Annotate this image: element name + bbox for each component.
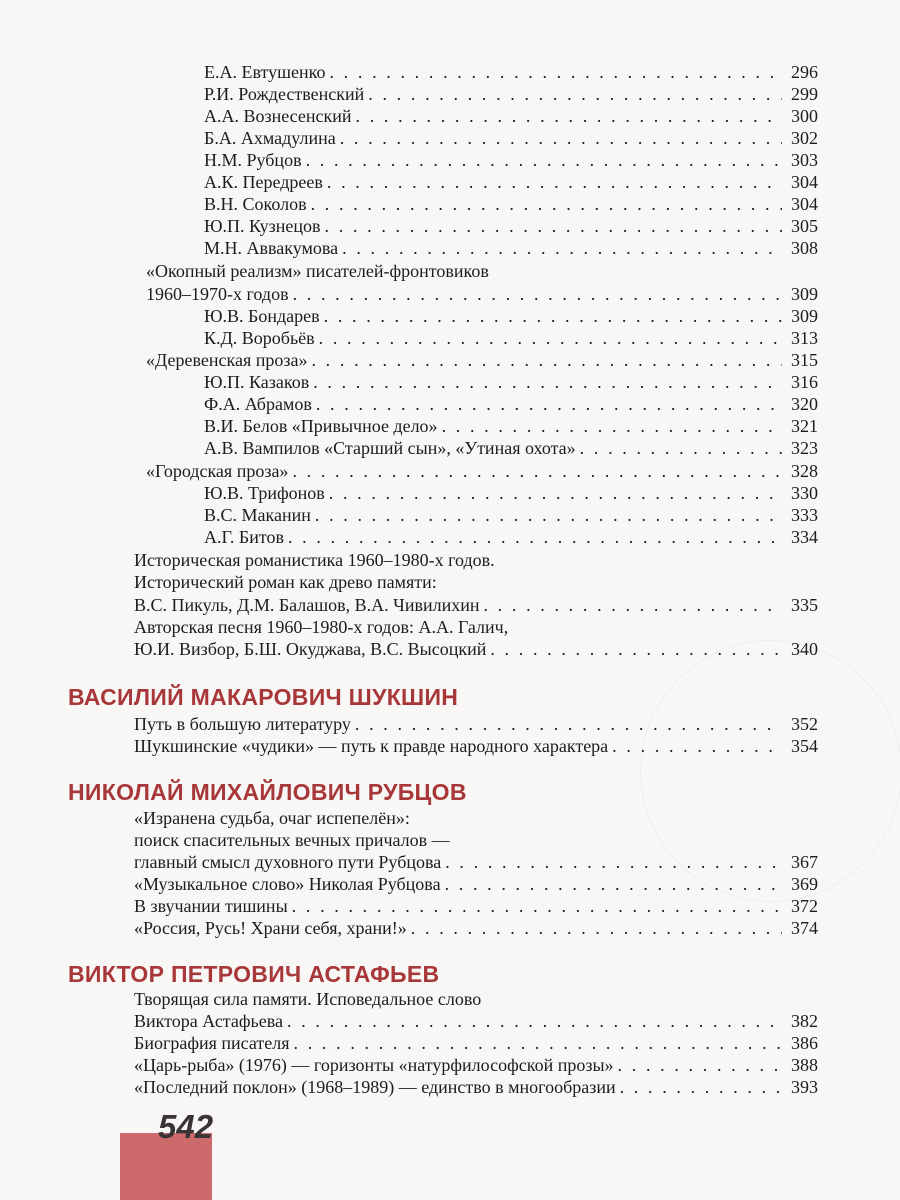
toc-entry-title: 1960–1970-х годов: [146, 284, 289, 304]
toc-entry[interactable]: [204, 328, 818, 349]
toc-entry-title: Ю.В. Бондарев: [204, 306, 320, 326]
toc-entry-title: А.Г. Битов: [204, 527, 284, 547]
dot-leader: [292, 896, 782, 917]
toc-entry-title: Ф.А. Абрамов: [204, 394, 312, 414]
toc-entry[interactable]: [204, 505, 818, 526]
dot-leader: [324, 306, 782, 327]
dot-leader: [327, 172, 782, 193]
toc-entry[interactable]: [134, 1011, 818, 1032]
dot-leader: [292, 461, 782, 482]
toc-entry-title: В.С. Маканин: [204, 505, 311, 525]
toc-page-number: 302: [791, 128, 818, 148]
dot-leader: [490, 639, 782, 660]
dot-leader: [356, 106, 782, 127]
toc-entry-title: главный смысл духовного пути Рубцова: [134, 852, 442, 872]
dot-leader: [355, 714, 782, 735]
toc-entry-title: «Россия, Русь! Храни себя, храни!»: [134, 918, 407, 938]
toc-page-number: 382: [791, 1011, 818, 1031]
toc-entry-line: «Изранена судьба, очаг испепелён»:: [134, 808, 410, 828]
toc-entry[interactable]: [134, 736, 818, 757]
toc-entry[interactable]: [134, 918, 818, 939]
toc-entry[interactable]: [204, 438, 818, 459]
section-heading-rubtsov[interactable]: НИКОЛАЙ МИХАЙЛОВИЧ РУБЦОВ: [68, 779, 467, 805]
toc-entry[interactable]: [204, 306, 818, 327]
section-heading-astafiev[interactable]: ВИКТОР ПЕТРОВИЧ АСТАФЬЕВ: [68, 961, 440, 987]
toc-entry-title: Ю.В. Трифонов: [204, 483, 325, 503]
toc-entry-line: «Окопный реализм» писателей-фронтовиков: [146, 261, 489, 281]
dot-leader: [329, 483, 782, 504]
toc-entry[interactable]: [134, 1055, 818, 1076]
toc-entry-title: «Деревенская проза»: [146, 350, 308, 370]
toc-entry[interactable]: [204, 62, 818, 83]
toc-page-number: 367: [791, 852, 818, 872]
toc-entry[interactable]: [204, 172, 818, 193]
toc-entry-line: Авторская песня 1960–1980-х годов: А.А. Галич,: [134, 617, 509, 637]
toc-entry-title: Ю.И. Визбор, Б.Ш. Окуджава, В.С. Высоцкий: [134, 639, 487, 659]
dot-leader: [368, 84, 782, 105]
toc-page-number: 313: [791, 328, 818, 348]
dot-leader: [612, 736, 782, 757]
toc-entry[interactable]: [204, 416, 818, 437]
dot-leader: [315, 505, 782, 526]
toc-entry[interactable]: [204, 194, 818, 215]
toc-page-number: 334: [791, 527, 818, 547]
dot-leader: [316, 394, 782, 415]
section-heading-shukshin[interactable]: ВАСИЛИЙ МАКАРОВИЧ ШУКШИН: [68, 684, 459, 710]
toc-page-number: 309: [791, 284, 818, 304]
toc-entry[interactable]: [146, 461, 818, 482]
toc-entry[interactable]: [134, 639, 818, 660]
toc-page-number: 321: [791, 416, 818, 436]
toc-entry-title: Биография писателя: [134, 1033, 290, 1053]
toc-entry-title: Е.А. Евтушенко: [204, 62, 326, 82]
toc-entry[interactable]: [204, 372, 818, 393]
dot-leader: [288, 527, 782, 548]
dot-leader: [620, 1077, 782, 1098]
toc-entry-title: В.И. Белов «Привычное дело»: [204, 416, 438, 436]
toc-entry[interactable]: [204, 150, 818, 171]
toc-page-number: 323: [791, 438, 818, 458]
toc-entry-line: поиск спасительных вечных причалов —: [134, 830, 450, 850]
dot-leader: [483, 595, 782, 616]
toc-page-number: 330: [791, 483, 818, 503]
toc-entry-line: Творящая сила памяти. Исповедальное слово: [134, 989, 482, 1009]
toc-entry-title: В.С. Пикуль, Д.М. Балашов, В.А. Чивилихин: [134, 595, 480, 615]
dot-leader: [293, 284, 782, 305]
toc-page-number: 388: [791, 1055, 818, 1075]
dot-leader: [342, 238, 782, 259]
toc-page-number: 340: [791, 639, 818, 659]
dot-leader: [618, 1055, 782, 1076]
toc-entry[interactable]: [134, 852, 818, 873]
toc-entry[interactable]: [204, 106, 818, 127]
toc-entry[interactable]: [134, 896, 818, 917]
dot-leader: [311, 350, 782, 371]
toc-entry-title: Б.А. Ахмадулина: [204, 128, 336, 148]
dot-leader: [445, 874, 782, 895]
dot-leader: [325, 216, 782, 237]
dot-leader: [580, 438, 782, 459]
toc-page-number: 305: [791, 216, 818, 236]
toc-entry-title: В.Н. Соколов: [204, 194, 307, 214]
toc-entry-title: М.Н. Аввакумова: [204, 238, 339, 258]
dot-leader: [445, 852, 782, 873]
toc-entry[interactable]: [204, 483, 818, 504]
toc-page-number: 308: [791, 238, 818, 258]
toc-entry-title: «Музыкальное слово» Николая Рубцова: [134, 874, 441, 894]
toc-entry[interactable]: [134, 595, 818, 616]
toc-entry-title: «Последний поклон» (1968–1989) — единство в многообразии: [134, 1077, 616, 1097]
toc-page-number: 296: [791, 62, 818, 82]
dot-leader: [313, 372, 782, 393]
toc-entry[interactable]: [146, 284, 818, 305]
toc-entry-title: В звучании тишины: [134, 896, 288, 916]
toc-entry[interactable]: [134, 714, 818, 735]
dot-leader: [294, 1033, 782, 1054]
toc-page-number: 304: [791, 172, 818, 192]
toc-page-number: 335: [791, 595, 818, 615]
toc-entry-title: Р.И. Рождественский: [204, 84, 365, 104]
toc-page-number: 374: [791, 918, 818, 938]
dot-leader: [306, 150, 782, 171]
toc-entry-title: А.К. Передреев: [204, 172, 323, 192]
toc-page-number: 328: [791, 461, 818, 481]
toc-entry[interactable]: [134, 874, 818, 895]
page-number: 542: [158, 1108, 214, 1145]
toc-page-number: 372: [791, 896, 818, 916]
toc-entry[interactable]: [204, 394, 818, 415]
toc-entry-title: «Городская проза»: [146, 461, 289, 481]
toc-entry-title: А.В. Вампилов «Старший сын», «Утиная охота»: [204, 438, 576, 458]
toc-entry[interactable]: [146, 350, 818, 371]
toc-entry-title: Шукшинские «чудики» — путь к правде народного характера: [134, 736, 609, 756]
toc-page-number: 299: [791, 84, 818, 104]
toc-entry-title: «Царь-рыба» (1976) — горизонты «натурфилософской прозы»: [134, 1055, 614, 1075]
toc-page-number: 315: [791, 350, 818, 370]
toc-page-number: 352: [791, 714, 818, 734]
toc-page-number: 320: [791, 394, 818, 414]
dot-leader: [311, 194, 782, 215]
toc-entry-line: Исторический роман как древо памяти:: [134, 572, 437, 592]
dot-leader: [329, 62, 782, 83]
toc-entry[interactable]: [204, 128, 818, 149]
dot-leader: [411, 918, 782, 939]
toc-entry-title: Виктора Астафьева: [134, 1011, 283, 1031]
toc-page-number: 303: [791, 150, 818, 170]
toc-entry-title: Ю.П. Кузнецов: [204, 216, 321, 236]
toc-entry-title: Ю.П. Казаков: [204, 372, 310, 392]
toc-entry[interactable]: [134, 1033, 818, 1054]
toc-entry-title: Н.М. Рубцов: [204, 150, 302, 170]
toc-entry[interactable]: [204, 527, 818, 548]
toc-page-number: 333: [791, 505, 818, 525]
toc-entry[interactable]: [204, 84, 818, 105]
dot-leader: [287, 1011, 782, 1032]
toc-page-number: 393: [791, 1077, 818, 1097]
dot-leader: [442, 416, 782, 437]
toc-entry-title: Путь в большую литературу: [134, 714, 351, 734]
toc-entry[interactable]: [134, 1077, 818, 1098]
toc-page-number: 300: [791, 106, 818, 126]
toc-page-number: 369: [791, 874, 818, 894]
toc-entry[interactable]: [204, 216, 818, 237]
toc-entry-line: Историческая романистика 1960–1980-х годов.: [134, 550, 495, 570]
dot-leader: [340, 128, 782, 149]
toc-entry-title: К.Д. Воробьёв: [204, 328, 315, 348]
toc-page-number: 354: [791, 736, 818, 756]
toc-page-number: 304: [791, 194, 818, 214]
dot-leader: [319, 328, 782, 349]
toc-page-number: 386: [791, 1033, 818, 1053]
toc-entry-title: А.А. Вознесенский: [204, 106, 352, 126]
toc-page-number: 316: [791, 372, 818, 392]
toc-entry[interactable]: [204, 238, 818, 259]
toc-page-number: 309: [791, 306, 818, 326]
